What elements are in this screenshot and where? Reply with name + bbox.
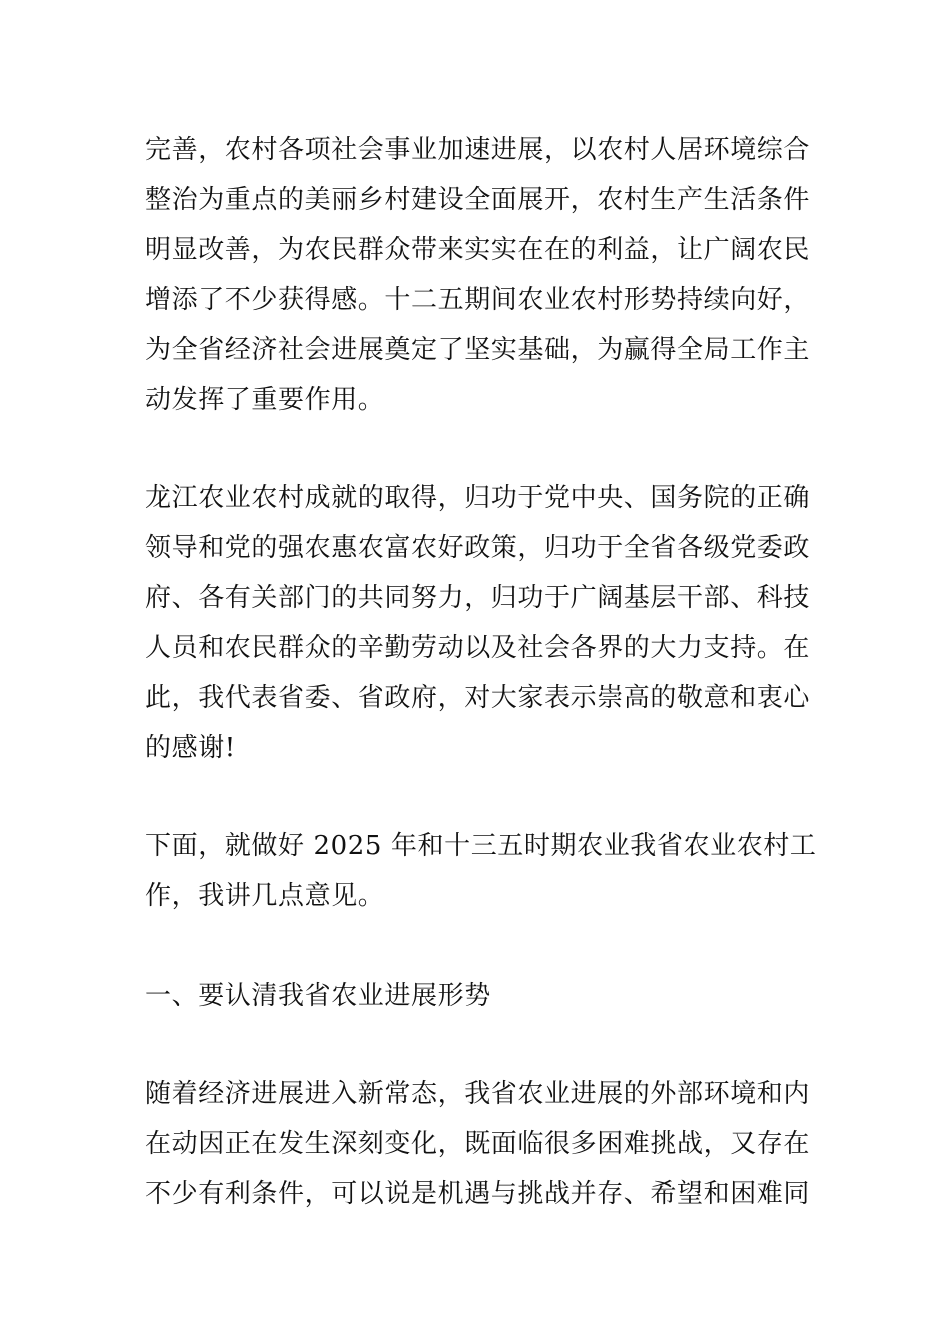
text-line: 的感谢! bbox=[145, 733, 236, 763]
text-line: 在动因正在发生深刻变化，既面临很多困难挑战，又存在 bbox=[145, 1129, 811, 1159]
text-line: 为全省经济社会进展奠定了坚实基础，为赢得全局工作主 bbox=[145, 335, 811, 365]
section-heading: 一、要认清我省农业进展形势 bbox=[145, 981, 491, 1011]
text-line: 龙江农业农村成就的取得，归功于党中央、国务院的正确 bbox=[145, 483, 811, 513]
text-line: 整治为重点的美丽乡村建设全面展开，农村生产生活条件 bbox=[145, 185, 811, 215]
text-line: 完善，农村各项社会事业加速进展，以农村人居环境综合 bbox=[145, 135, 811, 165]
text-line: 明显改善，为农民群众带来实实在在的利益，让广阔农民 bbox=[145, 235, 811, 265]
text-line: 随着经济进展进入新常态，我省农业进展的外部环境和内 bbox=[145, 1079, 811, 1109]
text-line: 增添了不少获得感。十二五期间农业农村形势持续向好， bbox=[145, 285, 811, 315]
text-line: 人员和农民群众的辛勤劳动以及社会各界的大力支持。在 bbox=[145, 633, 811, 663]
text-line: 作，我讲几点意见。 bbox=[145, 881, 385, 911]
text-line: 此，我代表省委、省政府，对大家表示崇高的敬意和衷心 bbox=[145, 683, 811, 713]
text-line: 领导和党的强农惠农富农好政策，归功于全省各级党委政 bbox=[145, 533, 811, 563]
text-line: 下面，就做好 2025 年和十三五时期农业我省农业农村工 bbox=[145, 831, 817, 861]
text-line: 府、各有关部门的共同努力，归功于广阔基层干部、科技 bbox=[145, 583, 811, 613]
text-line: 动发挥了重要作用。 bbox=[145, 385, 385, 415]
text-line: 不少有利条件，可以说是机遇与挑战并存、希望和困难同 bbox=[145, 1179, 811, 1209]
